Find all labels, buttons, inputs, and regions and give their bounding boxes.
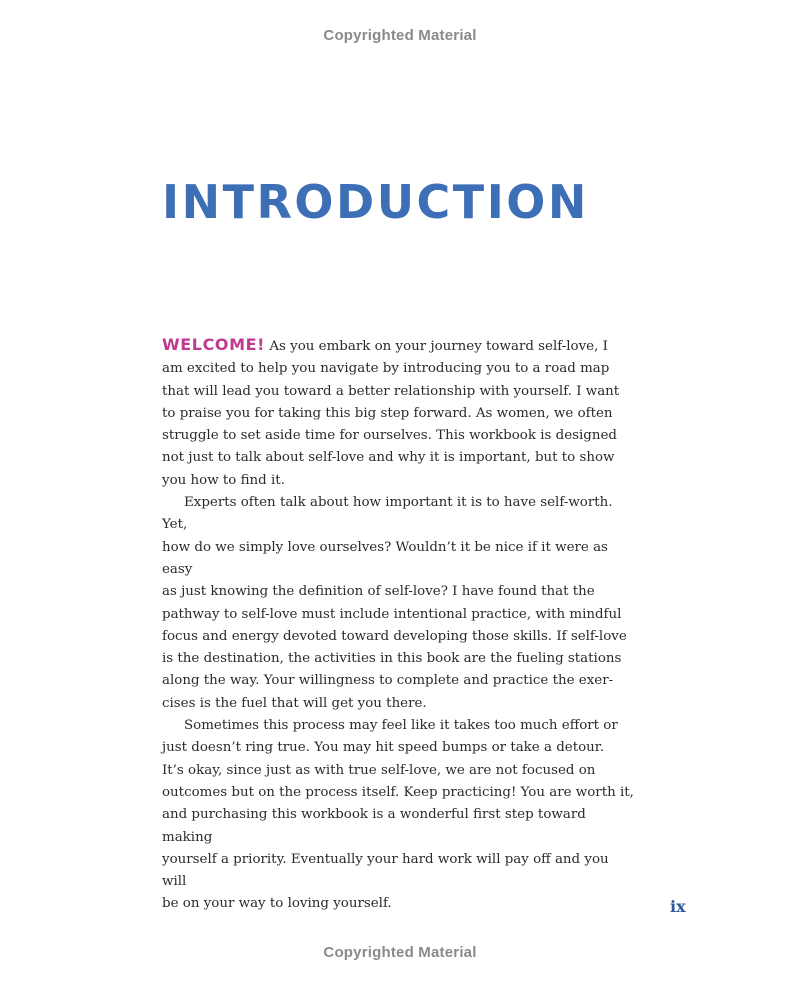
header-copyright-notice: Copyrighted Material (323, 27, 477, 44)
paragraph-2: Experts often talk about how important it is to have self-worth. Yet, how do we simply love ourselves? Wouldn’t it be nice if it were as easy as just knowing the definition of self-love? I have found that the pathway to self-love must include intentional practice, with mindful focus and energy devoted toward developing those skills. If self-love is the destination, the activities in this book are the fueling stations along the way. Your willingness to complete and practice the exer- cises is the fuel that will get you there. (162, 495, 627, 711)
paragraph-3: Sometimes this process may feel like it takes too much effort or just doesn’t ring true. You may hit speed bumps or take a detour. It’s okay, since just as with true self-love, we are not focused on outcomes but on the process itself. Keep practicing! You are worth it, and purchasing this workbook is a wonderful first step toward making yourself a priority. Eventually your hard work will pay off and you will be on your way to loving yourself. (162, 718, 634, 912)
chapter-title: INTRODUCTION (162, 175, 589, 229)
lead-word: WELCOME! (162, 335, 266, 354)
body-text (162, 334, 637, 916)
paragraph-1 (162, 334, 637, 492)
paragraph-1-text: As you embark on your journey toward self-love, I am excited to help you navigate by introducing you to a road map that will lead you toward a better relationship with yourself. I want to praise you for taking this big step forward. As women, we often struggle to set aside time for ourselves. This workbook is designed not just to talk about self-love and why it is important, but to show you how to find it. (162, 339, 620, 488)
page-number: ix (670, 897, 686, 916)
footer-copyright-notice: Copyrighted Material (323, 944, 477, 961)
